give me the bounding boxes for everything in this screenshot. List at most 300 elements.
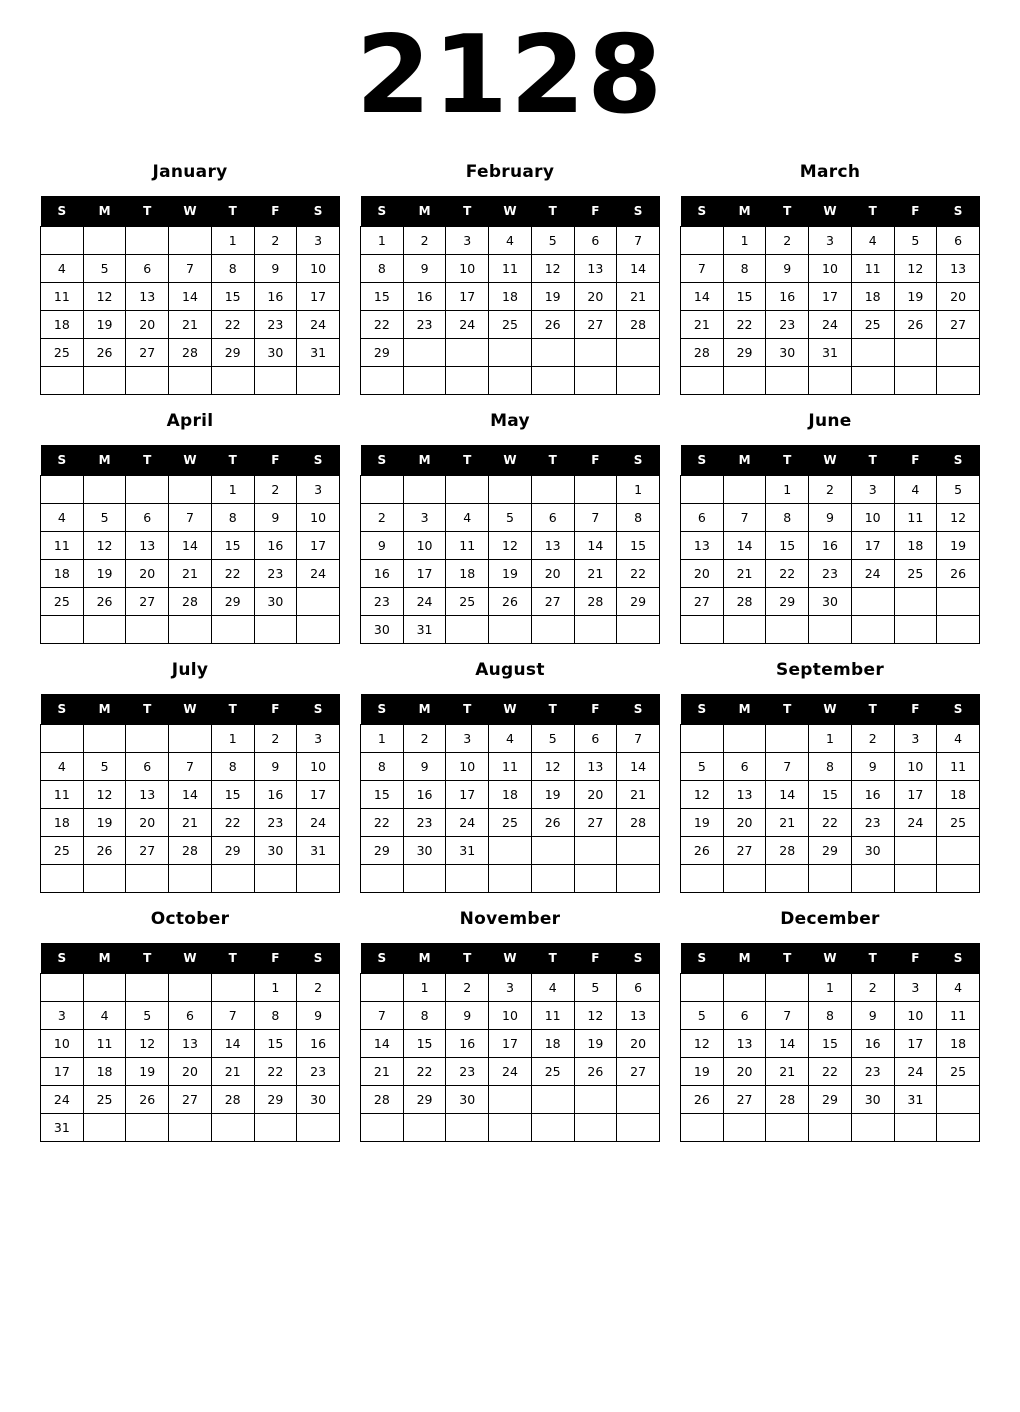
day-cell[interactable]: 7 (169, 255, 212, 283)
day-cell[interactable]: 29 (766, 588, 809, 616)
day-cell[interactable]: 23 (254, 560, 297, 588)
day-cell[interactable]: 10 (446, 255, 489, 283)
day-cell[interactable]: 24 (489, 1058, 532, 1086)
day-cell[interactable]: 25 (41, 588, 84, 616)
day-cell[interactable]: 22 (766, 560, 809, 588)
day-cell[interactable]: 28 (169, 588, 212, 616)
day-cell[interactable]: 1 (766, 476, 809, 504)
day-cell[interactable]: 20 (126, 809, 169, 837)
day-cell[interactable]: 4 (83, 1002, 126, 1030)
day-cell[interactable]: 29 (723, 339, 766, 367)
day-cell[interactable]: 23 (403, 311, 446, 339)
day-cell[interactable]: 12 (83, 532, 126, 560)
day-cell[interactable]: 27 (937, 311, 980, 339)
day-cell[interactable]: 4 (489, 725, 532, 753)
day-cell[interactable]: 23 (851, 809, 894, 837)
day-cell[interactable]: 10 (41, 1030, 84, 1058)
day-cell[interactable]: 31 (297, 339, 340, 367)
day-cell[interactable]: 25 (41, 339, 84, 367)
day-cell[interactable]: 13 (574, 255, 617, 283)
day-cell[interactable]: 28 (169, 339, 212, 367)
day-cell[interactable]: 6 (531, 504, 574, 532)
day-cell[interactable]: 22 (361, 311, 404, 339)
day-cell[interactable]: 8 (403, 1002, 446, 1030)
day-cell[interactable]: 15 (403, 1030, 446, 1058)
day-cell[interactable]: 2 (297, 974, 340, 1002)
day-cell[interactable]: 13 (723, 781, 766, 809)
day-cell[interactable]: 19 (574, 1030, 617, 1058)
day-cell[interactable]: 9 (851, 1002, 894, 1030)
day-cell[interactable]: 30 (254, 339, 297, 367)
day-cell[interactable]: 3 (851, 476, 894, 504)
day-cell[interactable]: 2 (254, 476, 297, 504)
day-cell[interactable]: 8 (211, 753, 254, 781)
day-cell[interactable]: 16 (297, 1030, 340, 1058)
day-cell[interactable]: 7 (723, 504, 766, 532)
day-cell[interactable]: 7 (574, 504, 617, 532)
day-cell[interactable]: 9 (361, 532, 404, 560)
day-cell[interactable]: 3 (894, 725, 937, 753)
day-cell[interactable]: 17 (446, 781, 489, 809)
day-cell[interactable]: 13 (126, 532, 169, 560)
day-cell[interactable]: 21 (361, 1058, 404, 1086)
day-cell[interactable]: 8 (361, 255, 404, 283)
day-cell[interactable]: 16 (254, 532, 297, 560)
day-cell[interactable]: 13 (126, 781, 169, 809)
day-cell[interactable]: 15 (211, 532, 254, 560)
day-cell[interactable]: 6 (681, 504, 724, 532)
day-cell[interactable]: 4 (894, 476, 937, 504)
day-cell[interactable]: 6 (723, 1002, 766, 1030)
day-cell[interactable]: 4 (446, 504, 489, 532)
day-cell[interactable]: 9 (403, 753, 446, 781)
day-cell[interactable]: 18 (489, 283, 532, 311)
day-cell[interactable]: 12 (531, 255, 574, 283)
day-cell[interactable]: 29 (211, 588, 254, 616)
day-cell[interactable]: 3 (297, 476, 340, 504)
day-cell[interactable]: 13 (723, 1030, 766, 1058)
day-cell[interactable]: 5 (489, 504, 532, 532)
day-cell[interactable]: 13 (126, 283, 169, 311)
day-cell[interactable]: 14 (169, 283, 212, 311)
day-cell[interactable]: 7 (617, 725, 660, 753)
day-cell[interactable]: 27 (723, 1086, 766, 1114)
day-cell[interactable]: 22 (809, 809, 852, 837)
day-cell[interactable]: 11 (851, 255, 894, 283)
day-cell[interactable]: 21 (723, 560, 766, 588)
day-cell[interactable]: 26 (531, 809, 574, 837)
day-cell[interactable]: 15 (211, 781, 254, 809)
day-cell[interactable]: 3 (894, 974, 937, 1002)
day-cell[interactable]: 20 (169, 1058, 212, 1086)
day-cell[interactable]: 17 (297, 781, 340, 809)
day-cell[interactable]: 27 (169, 1086, 212, 1114)
day-cell[interactable]: 1 (361, 725, 404, 753)
day-cell[interactable]: 30 (851, 1086, 894, 1114)
day-cell[interactable]: 8 (254, 1002, 297, 1030)
day-cell[interactable]: 21 (211, 1058, 254, 1086)
day-cell[interactable]: 27 (126, 588, 169, 616)
day-cell[interactable]: 2 (403, 725, 446, 753)
day-cell[interactable]: 18 (531, 1030, 574, 1058)
day-cell[interactable]: 27 (531, 588, 574, 616)
day-cell[interactable]: 12 (894, 255, 937, 283)
day-cell[interactable]: 17 (809, 283, 852, 311)
day-cell[interactable]: 16 (254, 283, 297, 311)
day-cell[interactable]: 16 (403, 781, 446, 809)
day-cell[interactable]: 17 (297, 283, 340, 311)
day-cell[interactable]: 15 (809, 1030, 852, 1058)
day-cell[interactable]: 1 (617, 476, 660, 504)
day-cell[interactable]: 9 (446, 1002, 489, 1030)
day-cell[interactable]: 29 (809, 837, 852, 865)
day-cell[interactable]: 1 (403, 974, 446, 1002)
day-cell[interactable]: 4 (41, 504, 84, 532)
day-cell[interactable]: 6 (126, 255, 169, 283)
day-cell[interactable]: 14 (211, 1030, 254, 1058)
day-cell[interactable]: 12 (531, 753, 574, 781)
day-cell[interactable]: 17 (894, 781, 937, 809)
day-cell[interactable]: 3 (403, 504, 446, 532)
day-cell[interactable]: 8 (361, 753, 404, 781)
day-cell[interactable]: 9 (403, 255, 446, 283)
day-cell[interactable]: 14 (361, 1030, 404, 1058)
day-cell[interactable]: 20 (681, 560, 724, 588)
day-cell[interactable]: 5 (937, 476, 980, 504)
day-cell[interactable]: 11 (446, 532, 489, 560)
day-cell[interactable]: 22 (361, 809, 404, 837)
day-cell[interactable]: 25 (489, 311, 532, 339)
day-cell[interactable]: 18 (937, 1030, 980, 1058)
day-cell[interactable]: 26 (489, 588, 532, 616)
day-cell[interactable]: 24 (403, 588, 446, 616)
day-cell[interactable]: 29 (361, 837, 404, 865)
day-cell[interactable]: 1 (809, 974, 852, 1002)
day-cell[interactable]: 2 (809, 476, 852, 504)
day-cell[interactable]: 26 (83, 339, 126, 367)
day-cell[interactable]: 7 (766, 1002, 809, 1030)
day-cell[interactable]: 28 (723, 588, 766, 616)
day-cell[interactable]: 15 (254, 1030, 297, 1058)
day-cell[interactable]: 1 (211, 476, 254, 504)
day-cell[interactable]: 5 (83, 504, 126, 532)
day-cell[interactable]: 31 (41, 1114, 84, 1142)
day-cell[interactable]: 31 (809, 339, 852, 367)
day-cell[interactable]: 19 (83, 560, 126, 588)
day-cell[interactable]: 10 (297, 255, 340, 283)
day-cell[interactable]: 5 (83, 255, 126, 283)
day-cell[interactable]: 3 (297, 725, 340, 753)
day-cell[interactable]: 20 (723, 1058, 766, 1086)
day-cell[interactable]: 11 (41, 781, 84, 809)
day-cell[interactable]: 26 (83, 837, 126, 865)
day-cell[interactable]: 12 (574, 1002, 617, 1030)
day-cell[interactable]: 20 (126, 311, 169, 339)
day-cell[interactable]: 1 (254, 974, 297, 1002)
day-cell[interactable]: 11 (894, 504, 937, 532)
day-cell[interactable]: 21 (681, 311, 724, 339)
day-cell[interactable]: 7 (169, 753, 212, 781)
day-cell[interactable]: 17 (446, 283, 489, 311)
day-cell[interactable]: 21 (169, 560, 212, 588)
day-cell[interactable]: 25 (83, 1086, 126, 1114)
day-cell[interactable]: 11 (41, 532, 84, 560)
day-cell[interactable]: 8 (617, 504, 660, 532)
day-cell[interactable]: 23 (254, 311, 297, 339)
day-cell[interactable]: 1 (809, 725, 852, 753)
day-cell[interactable]: 24 (41, 1086, 84, 1114)
day-cell[interactable]: 19 (681, 809, 724, 837)
day-cell[interactable]: 26 (126, 1086, 169, 1114)
day-cell[interactable]: 21 (574, 560, 617, 588)
day-cell[interactable]: 28 (169, 837, 212, 865)
day-cell[interactable]: 9 (254, 504, 297, 532)
day-cell[interactable]: 24 (809, 311, 852, 339)
day-cell[interactable]: 21 (766, 1058, 809, 1086)
day-cell[interactable]: 16 (809, 532, 852, 560)
day-cell[interactable]: 15 (361, 283, 404, 311)
day-cell[interactable]: 3 (41, 1002, 84, 1030)
day-cell[interactable]: 1 (211, 725, 254, 753)
day-cell[interactable]: 18 (894, 532, 937, 560)
day-cell[interactable]: 30 (446, 1086, 489, 1114)
day-cell[interactable]: 19 (126, 1058, 169, 1086)
day-cell[interactable]: 24 (894, 809, 937, 837)
day-cell[interactable]: 14 (766, 781, 809, 809)
day-cell[interactable]: 23 (809, 560, 852, 588)
day-cell[interactable]: 21 (617, 283, 660, 311)
day-cell[interactable]: 29 (211, 339, 254, 367)
day-cell[interactable]: 27 (681, 588, 724, 616)
day-cell[interactable]: 2 (403, 227, 446, 255)
day-cell[interactable]: 30 (851, 837, 894, 865)
day-cell[interactable]: 16 (254, 781, 297, 809)
day-cell[interactable]: 20 (937, 283, 980, 311)
day-cell[interactable]: 26 (894, 311, 937, 339)
day-cell[interactable]: 6 (617, 974, 660, 1002)
day-cell[interactable]: 7 (617, 227, 660, 255)
day-cell[interactable]: 21 (169, 311, 212, 339)
day-cell[interactable]: 31 (446, 837, 489, 865)
day-cell[interactable]: 21 (617, 781, 660, 809)
day-cell[interactable]: 22 (211, 311, 254, 339)
day-cell[interactable]: 23 (446, 1058, 489, 1086)
day-cell[interactable]: 19 (681, 1058, 724, 1086)
day-cell[interactable]: 14 (766, 1030, 809, 1058)
day-cell[interactable]: 6 (126, 504, 169, 532)
day-cell[interactable]: 12 (937, 504, 980, 532)
day-cell[interactable]: 22 (809, 1058, 852, 1086)
day-cell[interactable]: 18 (83, 1058, 126, 1086)
day-cell[interactable]: 20 (574, 781, 617, 809)
day-cell[interactable]: 18 (446, 560, 489, 588)
day-cell[interactable]: 14 (169, 781, 212, 809)
day-cell[interactable]: 8 (211, 255, 254, 283)
day-cell[interactable]: 10 (489, 1002, 532, 1030)
day-cell[interactable]: 2 (851, 974, 894, 1002)
day-cell[interactable]: 23 (361, 588, 404, 616)
day-cell[interactable]: 12 (681, 781, 724, 809)
day-cell[interactable]: 6 (169, 1002, 212, 1030)
day-cell[interactable]: 3 (446, 725, 489, 753)
day-cell[interactable]: 3 (809, 227, 852, 255)
day-cell[interactable]: 14 (723, 532, 766, 560)
day-cell[interactable]: 25 (851, 311, 894, 339)
day-cell[interactable]: 16 (403, 283, 446, 311)
day-cell[interactable]: 30 (809, 588, 852, 616)
day-cell[interactable]: 22 (211, 560, 254, 588)
day-cell[interactable]: 26 (937, 560, 980, 588)
day-cell[interactable]: 13 (169, 1030, 212, 1058)
day-cell[interactable]: 13 (937, 255, 980, 283)
day-cell[interactable]: 15 (361, 781, 404, 809)
day-cell[interactable]: 29 (809, 1086, 852, 1114)
day-cell[interactable]: 13 (531, 532, 574, 560)
day-cell[interactable]: 19 (937, 532, 980, 560)
day-cell[interactable]: 21 (766, 809, 809, 837)
day-cell[interactable]: 13 (617, 1002, 660, 1030)
day-cell[interactable]: 12 (83, 283, 126, 311)
day-cell[interactable]: 22 (211, 809, 254, 837)
day-cell[interactable]: 5 (531, 227, 574, 255)
day-cell[interactable]: 14 (617, 255, 660, 283)
day-cell[interactable]: 23 (766, 311, 809, 339)
day-cell[interactable]: 22 (254, 1058, 297, 1086)
day-cell[interactable]: 22 (403, 1058, 446, 1086)
day-cell[interactable]: 17 (851, 532, 894, 560)
day-cell[interactable]: 19 (894, 283, 937, 311)
day-cell[interactable]: 28 (617, 809, 660, 837)
day-cell[interactable]: 28 (211, 1086, 254, 1114)
day-cell[interactable]: 24 (297, 560, 340, 588)
day-cell[interactable]: 30 (766, 339, 809, 367)
day-cell[interactable]: 8 (766, 504, 809, 532)
day-cell[interactable]: 6 (574, 227, 617, 255)
day-cell[interactable]: 27 (126, 837, 169, 865)
day-cell[interactable]: 2 (446, 974, 489, 1002)
day-cell[interactable]: 11 (531, 1002, 574, 1030)
day-cell[interactable]: 28 (617, 311, 660, 339)
day-cell[interactable]: 18 (41, 311, 84, 339)
day-cell[interactable]: 25 (894, 560, 937, 588)
day-cell[interactable]: 10 (894, 1002, 937, 1030)
day-cell[interactable]: 16 (851, 1030, 894, 1058)
day-cell[interactable]: 5 (531, 725, 574, 753)
day-cell[interactable]: 26 (574, 1058, 617, 1086)
day-cell[interactable]: 26 (531, 311, 574, 339)
day-cell[interactable]: 8 (809, 753, 852, 781)
day-cell[interactable]: 2 (851, 725, 894, 753)
day-cell[interactable]: 11 (937, 1002, 980, 1030)
day-cell[interactable]: 14 (617, 753, 660, 781)
day-cell[interactable]: 15 (211, 283, 254, 311)
day-cell[interactable]: 11 (489, 255, 532, 283)
day-cell[interactable]: 24 (446, 809, 489, 837)
day-cell[interactable]: 20 (617, 1030, 660, 1058)
day-cell[interactable]: 5 (126, 1002, 169, 1030)
day-cell[interactable]: 25 (489, 809, 532, 837)
day-cell[interactable]: 24 (297, 311, 340, 339)
day-cell[interactable]: 13 (574, 753, 617, 781)
day-cell[interactable]: 28 (361, 1086, 404, 1114)
day-cell[interactable]: 16 (851, 781, 894, 809)
day-cell[interactable]: 8 (723, 255, 766, 283)
day-cell[interactable]: 28 (766, 1086, 809, 1114)
day-cell[interactable]: 1 (361, 227, 404, 255)
day-cell[interactable]: 25 (446, 588, 489, 616)
day-cell[interactable]: 5 (681, 753, 724, 781)
day-cell[interactable]: 2 (254, 725, 297, 753)
day-cell[interactable]: 9 (766, 255, 809, 283)
day-cell[interactable]: 30 (403, 837, 446, 865)
day-cell[interactable]: 9 (297, 1002, 340, 1030)
day-cell[interactable]: 3 (489, 974, 532, 1002)
day-cell[interactable]: 30 (254, 588, 297, 616)
day-cell[interactable]: 4 (41, 255, 84, 283)
day-cell[interactable]: 19 (489, 560, 532, 588)
day-cell[interactable]: 4 (937, 725, 980, 753)
day-cell[interactable]: 17 (41, 1058, 84, 1086)
day-cell[interactable]: 19 (531, 781, 574, 809)
day-cell[interactable]: 29 (617, 588, 660, 616)
day-cell[interactable]: 31 (894, 1086, 937, 1114)
day-cell[interactable]: 29 (211, 837, 254, 865)
day-cell[interactable]: 20 (723, 809, 766, 837)
day-cell[interactable]: 2 (361, 504, 404, 532)
day-cell[interactable]: 27 (574, 809, 617, 837)
day-cell[interactable]: 16 (446, 1030, 489, 1058)
day-cell[interactable]: 3 (446, 227, 489, 255)
day-cell[interactable]: 19 (531, 283, 574, 311)
day-cell[interactable]: 31 (403, 616, 446, 644)
day-cell[interactable]: 11 (937, 753, 980, 781)
day-cell[interactable]: 20 (531, 560, 574, 588)
day-cell[interactable]: 3 (297, 227, 340, 255)
day-cell[interactable]: 5 (894, 227, 937, 255)
day-cell[interactable]: 4 (937, 974, 980, 1002)
day-cell[interactable]: 26 (83, 588, 126, 616)
day-cell[interactable]: 4 (531, 974, 574, 1002)
day-cell[interactable]: 22 (723, 311, 766, 339)
day-cell[interactable]: 29 (361, 339, 404, 367)
day-cell[interactable]: 2 (766, 227, 809, 255)
day-cell[interactable]: 20 (574, 283, 617, 311)
day-cell[interactable]: 30 (361, 616, 404, 644)
day-cell[interactable]: 15 (617, 532, 660, 560)
day-cell[interactable]: 12 (126, 1030, 169, 1058)
day-cell[interactable]: 9 (254, 753, 297, 781)
day-cell[interactable]: 11 (83, 1030, 126, 1058)
day-cell[interactable]: 25 (531, 1058, 574, 1086)
day-cell[interactable]: 10 (894, 753, 937, 781)
day-cell[interactable]: 17 (894, 1030, 937, 1058)
day-cell[interactable]: 24 (297, 809, 340, 837)
day-cell[interactable]: 28 (574, 588, 617, 616)
day-cell[interactable]: 16 (766, 283, 809, 311)
day-cell[interactable]: 18 (41, 809, 84, 837)
day-cell[interactable]: 7 (361, 1002, 404, 1030)
day-cell[interactable]: 28 (766, 837, 809, 865)
day-cell[interactable]: 29 (403, 1086, 446, 1114)
day-cell[interactable]: 1 (211, 227, 254, 255)
day-cell[interactable]: 10 (403, 532, 446, 560)
day-cell[interactable]: 5 (83, 753, 126, 781)
day-cell[interactable]: 24 (851, 560, 894, 588)
day-cell[interactable]: 25 (937, 1058, 980, 1086)
day-cell[interactable]: 7 (681, 255, 724, 283)
day-cell[interactable]: 25 (937, 809, 980, 837)
day-cell[interactable]: 10 (297, 753, 340, 781)
